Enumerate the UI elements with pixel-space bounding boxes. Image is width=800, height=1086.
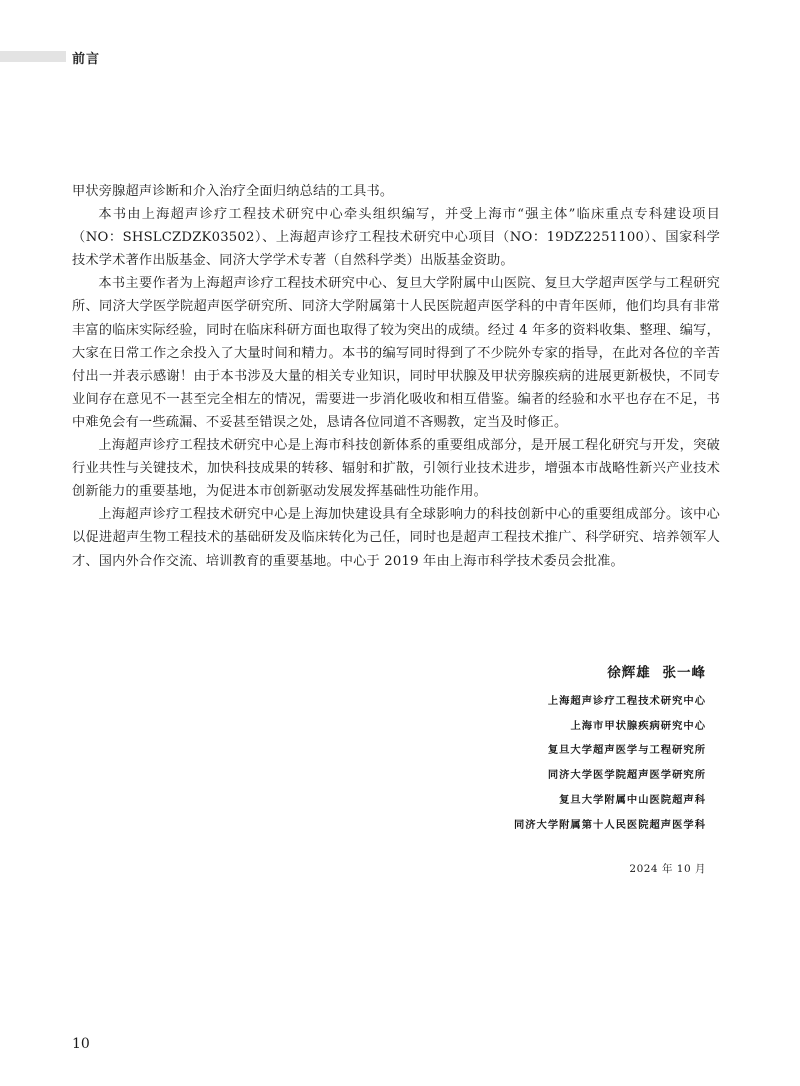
signature-date: 2024 年 10 月 [629,863,706,875]
signature-block [514,661,706,837]
affiliation-item: 复旦大学超声医学与工程研究所 [547,744,706,757]
header-decoration-band [0,51,66,62]
page-number: 10 [72,1036,90,1052]
paragraph-authors: 本书主要作者为上海超声诊疗工程技术研究中心、复旦大学附属中山医院、复旦大学超声医学与工程研究所、同济大学医学院超声医学研究所、同济大学附属第十人民医院超声医学科的中青年医师，他们均具有非常丰富的临床实际经验，同时在临床科研方面也取得了较为突出的成绩。经过 4 年多的资料收集、整理、编写，大家在日常工作之余投入了大量时间和精力。本书的编写同时得到了不少院外专家的指导，在此对各位的辛苦付出一并表示感谢！由于本书涉及大量的相关专业知识，同时甲状腺及甲状旁腺疾病的进展更新极快，不同专业间存在意见不一甚至完全相左的情况，需要进一步消化吸收和相互借鉴。编者的经验和水平也存在不足，书中难免会有一些疏漏、不妥甚至错误之处，恳请各位同道不吝赐教，定当及时修正。 [72,276,720,430]
author-names: 徐辉雄 张一峰 [607,665,706,681]
affiliation-item: 上海超声诊疗工程技术研究中心 [547,695,706,707]
affiliation-item: 上海市甲状腺疾病研究中心 [570,719,706,732]
preface-body [72,180,720,573]
paragraph-center-mission: 上海超声诊疗工程技术研究中心是上海加快建设具有全球影响力的科技创新中心的重要组成部分。该中心以促进超声生物工程技术的基础研发及临床转化为己任，同时也是超声工程技术推广、科学研究、培养领军人才、国内外合作交流、培训教育的重要基地。中心于 2019 年由上海市科学技术委员会批准。 [72,507,720,569]
paragraph-funding: 本书由上海超声诊疗工程技术研究中心牵头组织编写，并受上海市“强主体”临床重点专科建设项目（NO：SHSLCZDZK03502）、上海超声诊疗工程技术研究中心项目（NO：19DZ2251100）、国家科学技术学术著作出版基金、同济大学学术专著（自然科学类）出版基金资助。 [72,207,720,269]
affiliation-item: 同济大学医学院超声医学研究所 [547,769,706,782]
section-title: 前言 [72,52,101,67]
affiliation-item: 复旦大学附属中山医院超声科 [559,793,706,806]
paragraph-continuation: 甲状旁腺超声诊断和介入治疗全面归纳总结的工具书。 [72,184,394,199]
affiliation-item: 同济大学附属第十人民医院超声医学科 [513,818,706,831]
affiliation-list [514,689,706,837]
paragraph-center-role: 上海超声诊疗工程技术研究中心是上海市科技创新体系的重要组成部分，是开展工程化研究与开发，突破行业共性与关键技术，加快科技成果的转移、辐射和扩散，引领行业技术进步，增强本市战略性新兴产业技术创新能力的重要基地，为促进本市创新驱动发展发挥基础性功能作用。 [72,438,720,500]
